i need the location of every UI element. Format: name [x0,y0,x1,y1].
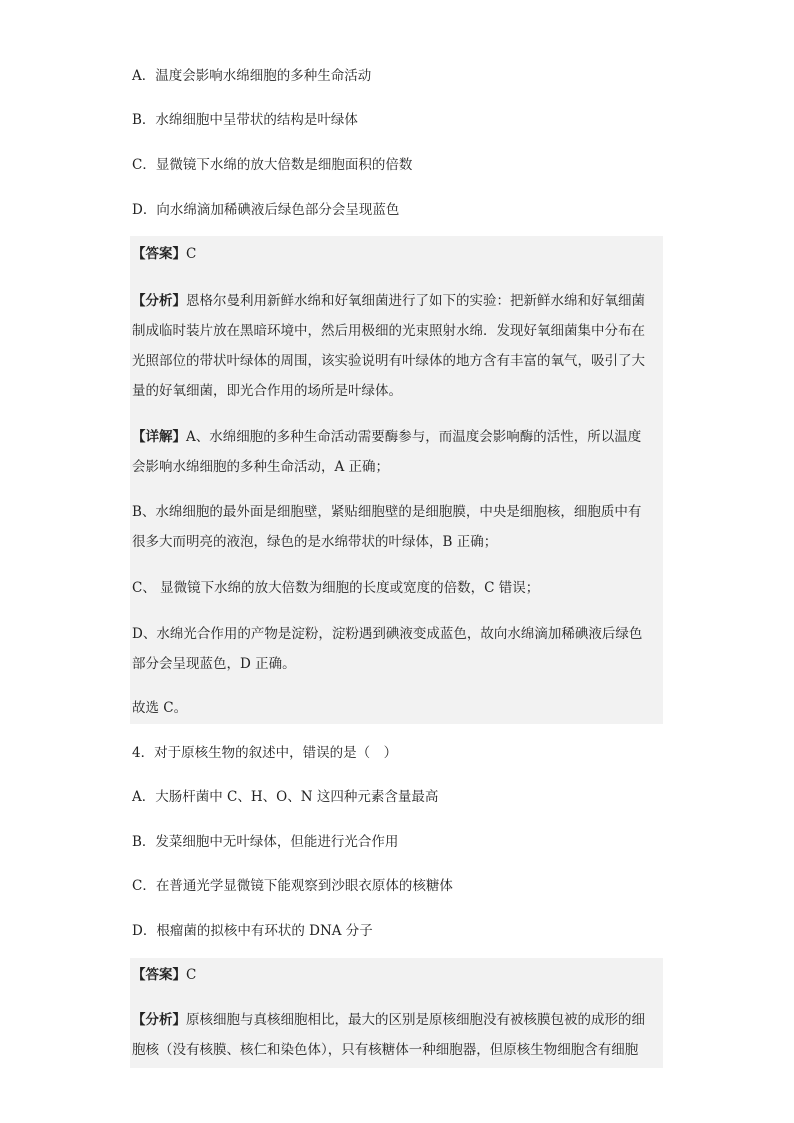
answer-value: C [186,967,197,983]
analysis-line: 光照部位的带状叶绿体的周围，该实验说明有叶绿体的地方含有丰富的氧气，吸引了大 [132,353,645,369]
q4-option-b: B．发菜细胞中无叶绿体，但能进行光合作用 [132,834,399,850]
q3-option-a: A．温度会影响水绵细胞的多种生命活动 [132,68,372,84]
q3-option-c: C．显微镜下水绵的放大倍数是细胞面积的倍数 [132,157,413,173]
q3-detail-c: C、 显微镜下水绵的放大倍数为细胞的长度或宽度的倍数，C 错误； [132,580,540,596]
analysis-line: 制成临时装片放在黑暗环境中，然后用极细的光束照射水绵．发现好氧细菌集中分布在 [132,323,645,339]
analysis-line: 原核细胞与真核细胞相比，最大的区别是原核细胞没有被核膜包被的成形的细 [186,1012,645,1028]
detail-line: A、水绵细胞的多种生命活动需要酶参与，而温度会影响酶的活性，所以温度 [186,429,642,445]
analysis-tag: 【分析】 [132,1012,186,1028]
q3-option-b: B．水绵细胞中呈带状的结构是叶绿体 [132,112,358,128]
q3-conclusion: 故选 C。 [132,700,188,716]
analysis-tag: 【分析】 [132,293,186,309]
detail-line: D、水绵光合作用的产物是淀粉，淀粉遇到碘液变成蓝色，故向水绵滴加稀碘液后绿色 [132,626,643,642]
analysis-line: 量的好氧细菌，即光合作用的场所是叶绿体。 [132,383,402,399]
q4-option-d: D．根瘤菌的拟核中有环状的 DNA 分子 [132,923,373,939]
answer-tag: 【答案】 [132,967,186,983]
q4-option-a: A．大肠杆菌中 C、H、O、N 这四种元素含量最高 [132,789,439,805]
q4-analysis [132,1005,662,1065]
detail-line: 会影响水绵细胞的多种生命活动，A 正确； [132,459,390,475]
detail-line: 很多大而明亮的液泡，绿色的是水绵带状的叶绿体，B 正确； [132,534,498,550]
detail-line: 部分会呈现蓝色，D 正确。 [132,656,296,672]
q3-detail-d [132,619,662,679]
detail-line: B、水绵细胞的最外面是细胞壁，紧贴细胞壁的是细胞膜，中央是细胞核，细胞质中有 [132,504,642,520]
answer-tag: 【答案】 [132,246,186,262]
analysis-line: 胞核（没有核膜、核仁和染色体），只有核糖体一种细胞器，但原核生物细胞含有细胞 [132,1042,639,1058]
q4-answer [132,965,196,985]
q4-stem: 4．对于原核生物的叙述中，错误的是（ ） [132,745,398,761]
q3-detail-a [132,422,662,482]
q4-option-c: C．在普通光学显微镜下能观察到沙眼衣原体的核糖体 [132,878,453,894]
q3-answer [132,244,196,264]
q3-option-d: D．向水绵滴加稀碘液后绿色部分会呈现蓝色 [132,202,400,218]
q3-analysis [132,286,662,406]
answer-value: C [186,246,197,262]
q3-detail-b [132,497,662,557]
detail-tag: 【详解】 [132,429,186,445]
analysis-line: 恩格尔曼利用新鲜水绵和好氧细菌进行了如下的实验：把新鲜水绵和好氧细菌 [186,293,645,309]
